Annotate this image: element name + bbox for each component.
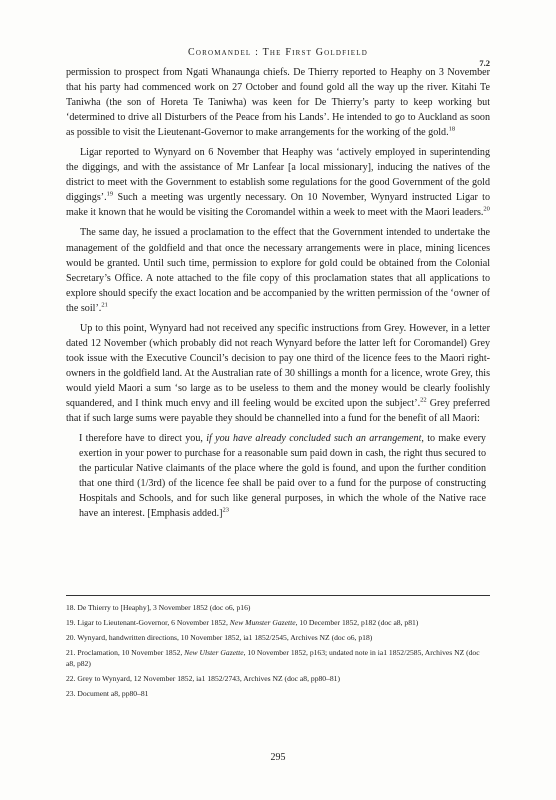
paragraph-text: Up to this point, Wynyard had not received any specific instructions from Grey. However, in a letter dated 12 November (which probably did not reach Wynyard before the latter left for Coromandel) Grey took issue with the Executive Council’s decision to pay one third of the licence fees to the Maori right-owners in the goldfield land. At the Australian rate of 30 shillings a month for a licence, wrote Grey, this would yield Maori a sum ‘so large as to be useless to them and the money would be clearly foolishly squandered, and I think much envy and ill feeling would be excited upon the subject’. [66,322,490,409]
footnote-title: New Ulster Gazette [184,647,244,657]
footnote-text: , 10 November 1852, p163; undated note in ia1 1852/2585, Archives NZ (doc a8, p82) [66,647,480,668]
footnote-ref[interactable]: 21 [101,301,108,309]
footnote-text: Proclamation, 10 November 1852, [77,647,185,657]
footnote [66,632,490,643]
paragraph-2 [66,145,490,220]
block-quote [66,431,490,521]
footnote-text: Document a8, pp80–81 [77,688,149,698]
footnote-number: 18. [66,603,76,612]
paragraph-text: Ligar reported to Wynyard on 6 November that Heaphy was ‘actively employed in superintending the diggings, and with the assistance of Mr Lanfear [a local missionary], inducing the natives of the district to meet with the Government to establish some regulations for the good Government of the gold diggings’. [66,147,490,204]
paragraph-4 [66,321,490,426]
page-number: 295 [270,752,286,763]
footnote-text: , 10 December 1852, p182 (doc a8, p81) [295,617,419,627]
footnote-text: Wynyard, handwritten directions, 10 November 1852, ia1 1852/2545, Archives NZ (doc o6, p18) [77,632,373,642]
body-text [66,65,490,521]
footnote [66,602,490,613]
footnotes [66,602,490,703]
footnote-ref[interactable]: 19 [106,191,114,199]
footnote [66,647,490,669]
footnote-number: 19. [66,617,76,627]
paragraph-text: Such a meeting was urgently necessary. On 10 November, Wynyard instructed Ligar to make it known that he would be visiting the Coromandel within a week to meet with the Maori leaders. [66,192,490,219]
footnote-title: New Munster Gazette [229,617,296,627]
footnote-ref[interactable]: 18 [448,125,456,133]
paragraph-text: Grey preferred that if such large sums were payable they should be channelled into a fund for the benefit of all Maori: [66,397,490,425]
footnote-ref[interactable]: 22 [420,396,427,404]
quote-text: , to make every exertion in your power to purchase for a reasonable sum paid down in cash, the right thus secured to the particular Native claimants of the place where the gold is found, and upon the further condition that one third (1/3rd) of the licence fee shall be paid over to a fund for the purpose of constructing Hospitals and Schools, and for such like general purposes, in which the whole of the Native race have an interest. [Emphasis added.] [79,433,486,520]
running-head: Coromandel : The First Goldfield [188,47,368,58]
footnote-number: 20. [66,632,76,642]
footnote-ref[interactable]: 20 [483,206,490,214]
footnote-ref[interactable]: 23 [222,506,230,514]
footnote [66,688,490,699]
footnote-number: 21. [66,647,76,657]
quote-emphasis: if you have already concluded such an arrangement [206,433,422,445]
footnote-text: Ligar to Lieutenant-Governor, 6 November 1852, [77,617,230,627]
footnote-rule [66,595,490,596]
footnote-number: 22. [66,673,76,683]
footnote [66,617,490,628]
footnote-text: Grey to Wynyard, 12 November 1852, ia1 1852/2743, Archives NZ (doc a8, pp80–81) [77,673,341,683]
paragraph-1 [66,65,490,140]
section-number: 7.2 [479,58,490,68]
paragraph-3 [66,225,490,315]
footnote-number: 23. [66,688,76,698]
quote-text: I therefore have to direct you, [79,433,207,445]
paragraph-text: permission to prospect from Ngati Whanaunga chiefs. De Thierry reported to Heaphy on 3 November that his party had commenced work on 27 October and found gold all the way up the river. Kitahi Te Taniwha (the son of Horeta Te Taniwha) was keen for De Thierry’s party to keep working but ‘determined to drive all Disturbers of the Peace from his Lands’. He intended to go to Auckland as soon as possible to visit the Lieutenant-Governor to make arrangements for the working of the gold. [66,67,490,139]
footnote [66,673,490,684]
footnote-text: De Thierry to [Heaphy], 3 November 1852 (doc o6, p16) [77,603,251,612]
paragraph-text: The same day, he issued a proclamation to the effect that the Government intended to undertake the management of the goldfield and that once the necessary arrangements were in place, mining licences would be granted. Until such time, permission to explore for gold could be obtained from the Colonial Secretary’s Office. A note attached to the file copy of this proclamation states that all applications to explore should specify the exact location and be accompanied by the written permission of the ‘owner of the soil’. [66,227,490,314]
